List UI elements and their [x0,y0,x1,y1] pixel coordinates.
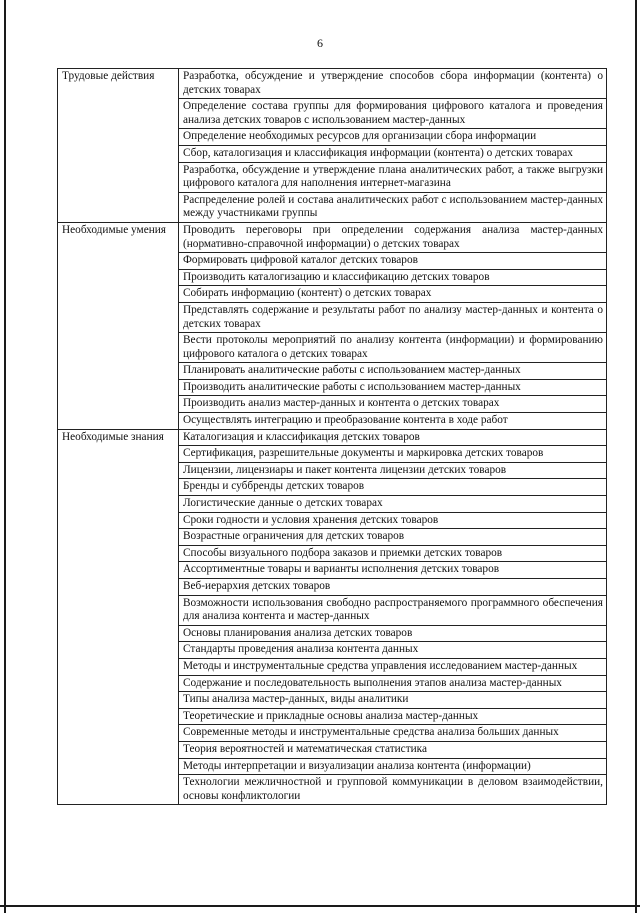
table-cell-item: Распределение ролей и состава аналитических работ с использованием мастер-данных между участниками группы [179,192,607,222]
table-cell-item: Сертификация, разрешительные документы и маркировка детских товаров [179,446,607,463]
table-cell-item: Веб-иерархия детских товаров [179,579,607,596]
table-row [58,69,607,99]
table-cell-item: Бренды и суббренды детских товаров [179,479,607,496]
table-cell-item: Технологии межличностной и групповой коммуникации в деловом взаимодействии, основы конфликтологии [179,775,607,805]
table-cell-item: Производить аналитические работы с использованием мастер-данных [179,379,607,396]
table-cell-item: Лицензии, лицензиары и пакет контента лицензии детских товаров [179,462,607,479]
table-cell-item: Основы планирования анализа детских товаров [179,625,607,642]
table-cell-item: Разработка, обсуждение и утверждение плана аналитических работ, а также выгрузки цифрового каталога для наполнения интернет-магазина [179,162,607,192]
table-cell-item: Разработка, обсуждение и утверждение способов сбора информации (контента) о детских товарах [179,69,607,99]
table-cell-item: Сбор, каталогизация и классификация информации (контента) о детских товарах [179,145,607,162]
table-cell-item: Содержание и последовательность выполнения этапов анализа мастер-данных [179,675,607,692]
table-cell-item: Способы визуального подбора заказов и приемки детских товаров [179,545,607,562]
page-number: 6 [317,36,323,50]
table-cell-item: Типы анализа мастер-данных, виды аналитики [179,692,607,709]
table-cell-item: Возможности использования свободно распространяемого программного обеспечения для анализа контента и мастер-данных [179,595,607,625]
requirements-table-body [58,69,607,805]
table-cell-item: Современные методы и инструментальные средства анализа больших данных [179,725,607,742]
table-cell-item: Планировать аналитические работы с использованием мастер-данных [179,363,607,380]
scan-edge-left [4,0,6,913]
table-cell-item: Вести протоколы мероприятий по анализу контента (информации) и формированию цифрового каталога о детских товарах [179,333,607,363]
table-cell-item: Представлять содержание и результаты работ по анализу мастер-данных и контента о детских товарах [179,302,607,332]
table-row [58,429,607,446]
table-cell-item: Определение состава группы для формирования цифрового каталога и проведения анализа детских товаров с использованием мастер-данных [179,99,607,129]
table-cell-item: Производить анализ мастер-данных и контента о детских товарах [179,396,607,413]
requirements-table [57,68,607,805]
section-label: Необходимые знания [58,429,179,805]
table-row [58,222,607,252]
table-cell-item: Сроки годности и условия хранения детских товаров [179,512,607,529]
table-cell-item: Каталогизация и классификация детских товаров [179,429,607,446]
table-cell-item: Осуществлять интеграцию и преобразование контента в ходе работ [179,413,607,430]
table-cell-item: Стандарты проведения анализа контента данных [179,642,607,659]
section-label: Трудовые действия [58,69,179,223]
table-cell-item: Производить каталогизацию и классификацию детских товаров [179,269,607,286]
table-cell-item: Собирать информацию (контент) о детских товарах [179,286,607,303]
table-cell-item: Ассортиментные товары и варианты исполнения детских товаров [179,562,607,579]
table-cell-item: Проводить переговоры при определении содержания анализа мастер-данных (нормативно-справочной информации) о детских товарах [179,222,607,252]
table-cell-item: Методы интерпретации и визуализации анализа контента (информации) [179,758,607,775]
table-cell-item: Возрастные ограничения для детских товаров [179,529,607,546]
scan-edge-right [635,0,637,913]
table-cell-item: Определение необходимых ресурсов для организации сбора информации [179,129,607,146]
table-cell-item: Методы и инструментальные средства управления исследованием мастер-данных [179,658,607,675]
section-label: Необходимые умения [58,222,179,429]
table-cell-item: Логистические данные о детских товарах [179,496,607,513]
table-cell-item: Теоретические и прикладные основы анализа мастер-данных [179,708,607,725]
table-cell-item: Формировать цифровой каталог детских товаров [179,253,607,270]
scan-edge-bottom [0,905,640,907]
table-cell-item: Теория вероятностей и математическая статистика [179,741,607,758]
